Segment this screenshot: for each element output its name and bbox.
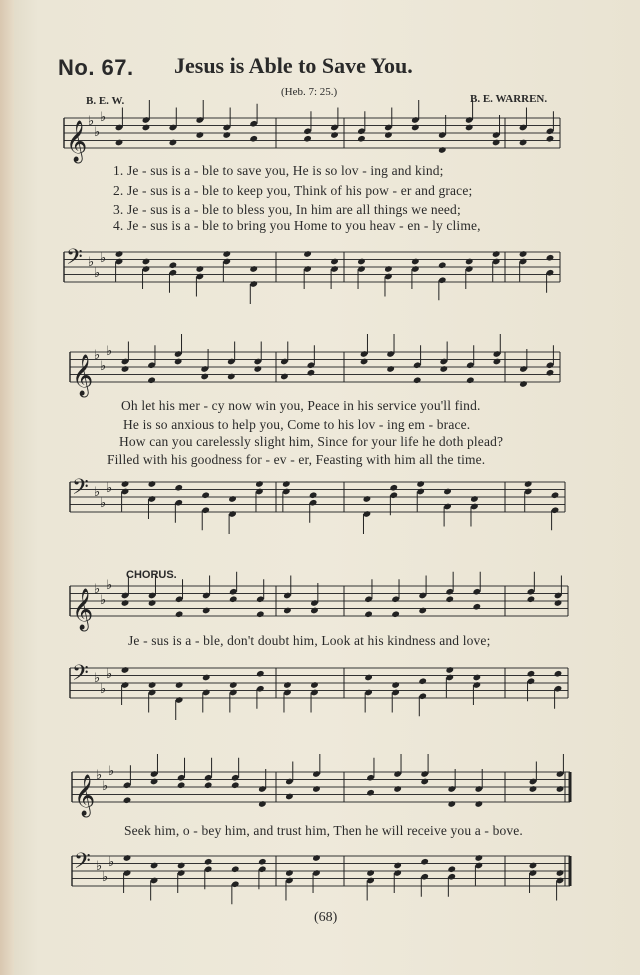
verse-3-line-2: How can you carelessly slight him, Since for your life he doth plead? bbox=[119, 434, 504, 449]
bass-clef-icon: 𝄢 bbox=[72, 661, 89, 691]
verse-1-line-1: 1. Je - sus is a - ble to save you, He is so lov - ing and kind; bbox=[113, 163, 444, 178]
verse-2-line-1: 2. Je - sus is a - ble to keep you, Think of his pow - er and grace; bbox=[113, 183, 473, 198]
flat-icon: ♭ bbox=[94, 671, 101, 686]
treble-clef-icon: 𝄞 bbox=[72, 589, 94, 630]
flat-icon: ♭ bbox=[108, 855, 115, 870]
flat-icon: ♭ bbox=[100, 496, 107, 511]
flat-icon: ♭ bbox=[102, 779, 109, 794]
chorus-line-2: Seek him, o - bey him, and trust him, Then he will receive you a - bove. bbox=[124, 823, 523, 838]
flat-icon: ♭ bbox=[94, 125, 101, 140]
composer-credit: B. E. WARREN. bbox=[470, 93, 548, 105]
verse-1-line-2: Oh let his mer - cy now win you, Peace in his service you'll find. bbox=[121, 398, 481, 413]
flat-icon: ♭ bbox=[96, 859, 103, 874]
scripture-reference: (Heb. 7: 25.) bbox=[281, 86, 338, 98]
page-number: (68) bbox=[314, 910, 338, 925]
flat-icon: ♭ bbox=[100, 593, 107, 608]
flat-icon: ♭ bbox=[96, 768, 103, 783]
flat-icon: ♭ bbox=[94, 582, 101, 597]
bass-clef-icon: 𝄢 bbox=[66, 245, 83, 275]
flat-icon: ♭ bbox=[102, 870, 109, 885]
flat-icon: ♭ bbox=[100, 359, 107, 374]
flat-icon: ♭ bbox=[94, 348, 101, 363]
flat-icon: ♭ bbox=[106, 667, 113, 682]
verse-4-line-2: Filled with his goodness for - ev - er, Feasting with him all the time. bbox=[107, 452, 486, 467]
flat-icon: ♭ bbox=[106, 481, 113, 496]
chorus-label: CHORUS. bbox=[126, 569, 177, 581]
lyricist-credit: B. E. W. bbox=[86, 95, 125, 107]
verse-4-line-1: 4. Je - sus is a - ble to bring you Home to you heav - en - ly clime, bbox=[113, 218, 481, 233]
bass-clef-icon: 𝄢 bbox=[72, 475, 89, 505]
flat-icon: ♭ bbox=[100, 110, 107, 125]
flat-icon: ♭ bbox=[100, 251, 107, 266]
flat-icon: ♭ bbox=[100, 682, 107, 697]
flat-icon: ♭ bbox=[106, 578, 113, 593]
flat-icon: ♭ bbox=[106, 344, 113, 359]
staff-lines bbox=[72, 856, 570, 886]
flat-icon: ♭ bbox=[94, 266, 101, 281]
flat-icon: ♭ bbox=[94, 485, 101, 500]
chorus-line-1: Je - sus is a - ble, don't doubt him, Look at his kindness and love; bbox=[128, 633, 491, 648]
treble-clef-icon: 𝄞 bbox=[74, 775, 96, 816]
treble-clef-icon: 𝄞 bbox=[72, 355, 94, 396]
flat-icon: ♭ bbox=[88, 255, 95, 270]
verse-2-line-2: He is so anxious to help you, Come to his lov - ing em - brace. bbox=[123, 417, 471, 432]
bass-clef-icon: 𝄢 bbox=[74, 849, 91, 879]
hymn-number: No. 67. bbox=[58, 55, 134, 80]
flat-icon: ♭ bbox=[88, 114, 95, 129]
treble-clef-icon: 𝄞 bbox=[66, 121, 88, 162]
flat-icon: ♭ bbox=[108, 764, 115, 779]
hymn-title: Jesus is Able to Save You. bbox=[174, 53, 413, 78]
verse-3-line-1: 3. Je - sus is a - ble to bless you, In him are all things we need; bbox=[113, 202, 461, 217]
